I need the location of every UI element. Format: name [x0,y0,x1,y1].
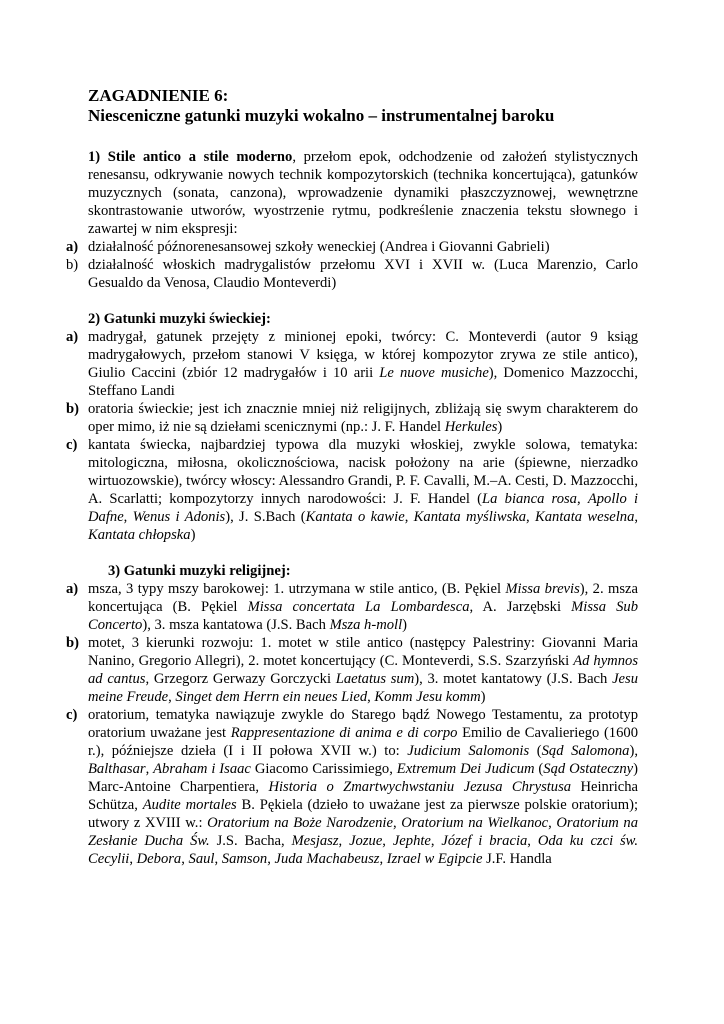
italic-title: Kantata myśliwska [413,509,527,525]
list-item [66,238,638,256]
text-span: , [379,851,387,867]
italic-title: Jozue [349,833,383,849]
text-span: c) [66,707,78,723]
text-span: , [338,833,350,849]
text-span: , [526,509,536,525]
text-span: , [404,509,414,525]
text-span: ) [402,617,408,633]
section-religious-genres [66,562,639,868]
section-1-heading: 1) Stile antico a stile moderno [88,149,293,165]
text-span: , [129,851,137,867]
text-span: ), J. S.Bach ( [225,509,306,525]
text-span: działalność włoskich madrygalistów przełomu XVI i XVII w. (Luca Marenzio, Carlo Gesualdo da Venosa, Claudio Monteverdi) [88,257,638,291]
text-span: madrygał, gatunek przejęty z minionej epoki, twórcy: C. Monteverdi (autor 9 ksiąg madrygałowych, przełom stanowi V księga, w której kompozytor zrywa ze stile antico), Giulio Caccini (zbiór 12 madrygałów i 10 arii [88,329,638,381]
text-span: ), [629,743,638,759]
text-span: Heinricha Schütza, [88,779,639,813]
italic-title: La bianca rosa [482,491,577,507]
list-item-oratorio [66,706,639,868]
italic-title: Le nuove musiche [379,365,489,381]
italic-title: Sąd Salomona [541,743,630,759]
italic-title: Rappresentazione di anima e di corpo [230,725,458,741]
text-span: b) [66,635,79,651]
text-span: , [145,761,154,777]
italic-title: Józef i bracia [441,833,528,849]
section-3-list [66,580,639,868]
italic-title: Missa concertata La Lombardesca [247,599,470,615]
text-span: , [392,815,402,831]
italic-title: Ad hymnos ad cantus [88,653,638,687]
text-span: c) [66,437,78,453]
text-span: msza, 3 typy mszy barokowej: 1. utrzymana w stile antico, (B. Pękiel [88,581,506,597]
italic-title: Debora [136,851,182,867]
text-span: ), Domenico Mazzocchi, Steffano Landi [88,365,638,399]
italic-title: Abraham i Isaac [153,761,251,777]
text-span: ( [534,761,544,777]
italic-title: Singet dem Herrn ein neues Lied [175,689,368,705]
text-span: B. Pękiela (dzieło to uważane jest za pierwsze polskie oratorium); utwory z XVIII w.: [88,797,639,831]
italic-title: Audite mortales [142,797,237,813]
italic-title: Sąd Ostateczny [543,761,634,777]
text-span: a) [66,581,79,597]
text-span: , [367,689,375,705]
italic-title: Wenus i Adonis [132,509,226,525]
italic-title: Saul [188,851,215,867]
text-span: , przełom epok, odchodzenie od założeń stylistycznych renesansu, odkrywanie nowych technik kompozytorskich (technika koncertująca), gatunków muzycznych (sonata, canzona), wprowadzenie dynamiki płaszczyznowej, wewnętrzne skontrastowanie utworów, wyostrzenie rytmu, podkreślenie znaczenia tekstu słownego i zawartej w nim ekspresji: [88,149,638,237]
text-span: kantata świecka, najbardziej typowa dla muzyki włoskiej, zwykle solowa, tematyka: mitologiczna, miłosna, okolicznościowa, nacisk położony na arie (śpiewne, nierzadko wirtuozowskie), twórcy włoscy: Alessandro Grandi, P. F. Cavalli, M.–A. Cesti, D. Mazzocchi, A. Scarlatti; kompozytorzy innych narodowości: J. F. Handel ( [88,437,638,507]
text-span: , [548,815,557,831]
text-span: ), 2. msza koncertująca (B. Pękiel [88,581,638,615]
italic-title: Extremum Dei Judicum [396,761,535,777]
text-span: , Grzegorz Gerwazy Gorczycki [145,671,336,687]
title-line-1: ZAGADNIENIE 6: [88,86,229,105]
italic-title: Oratorium na Zesłanie Ducha Św. [88,815,638,849]
text-span: b) [66,401,79,417]
text-span: Giacomo Carissimiego, [250,761,397,777]
italic-title: Samson [221,851,268,867]
italic-title: Kantata o kawie [305,509,405,525]
list-item-secular-cantata [66,436,639,544]
italic-title: Apollo i Dafne [88,491,639,525]
text-span: a) [66,329,79,345]
italic-title: Missa brevis [505,581,580,597]
text-span: , [430,833,442,849]
list-item-motet [66,634,638,706]
italic-title: Oratorium na Boże Narodzenie [207,815,393,831]
text-span: , [168,689,176,705]
text-span: ), 3. msza kantatowa (J.S. Bach [142,617,330,633]
section-secular-genres [66,310,639,544]
text-span: , [214,851,222,867]
italic-title: Laetatus sum [335,671,415,687]
text-span: ) Marc-Antoine Charpentiera, [88,761,638,795]
text-span: ), 3. motet kantatowy (J.S. Bach [414,671,613,687]
text-span: b) [66,257,79,273]
text-span: ) [480,689,486,705]
italic-title: Judicium Salomonis [407,743,530,759]
document-title [88,86,638,126]
text-span: J.S. Bacha, [209,833,292,849]
italic-title: Missa Sub Concerto [88,599,639,633]
text-span: ) [497,419,503,435]
section-3-heading: 3) Gatunki muzyki religijnej: [108,563,291,579]
italic-title: Oratorium na Wielkanoc [401,815,549,831]
italic-title: Msza h-moll [329,617,403,633]
text-span: J.F. Handla [482,851,552,867]
text-span: , [267,851,275,867]
italic-title: Komm Jesu komm [374,689,481,705]
list-item-madrigal [66,328,638,400]
section-2-heading: 2) Gatunki muzyki świeckiej: [88,311,271,327]
text-span: oratoria świeckie; jest ich znacznie mniej niż religijnych, zbliżają się swym charakterem do oper mimo, iż nie są dziełami scenicznymi (np.: J. F. Handel [88,401,638,435]
title-line-2: Niesceniczne gatunki muzyki wokalno – instrumentalnej baroku [88,106,555,125]
italic-title: Izrael w Egipcie [386,851,483,867]
text-span: działalność późnorenesansowej szkoły weneckiej (Andrea i Giovanni Gabrieli) [88,239,550,255]
section-1-list [66,238,638,292]
list-item-mass [66,580,639,634]
italic-title: Juda Machabeusz [274,851,380,867]
text-span: , [527,833,538,849]
text-span: ) [190,527,196,543]
section-stile-antico [66,148,638,292]
italic-title: Historia o Zmartwychwstaniu Jezusa Chrystusa [268,779,572,795]
italic-title: Herkules [444,419,498,435]
italic-title: Kantata chłopska [88,527,191,543]
text-span: , [123,509,133,525]
list-item-secular-oratorio [66,400,638,436]
text-span: motet, 3 kierunki rozwoju: 1. motet w stile antico (następcy Palestriny: Giovanni Maria Nanino, Gregorio Allegri), 2. motet koncertujący (C. Monteverdi, S.S. Szarzyński [88,635,638,669]
section-2-list [66,328,639,544]
text-span: , [382,833,393,849]
text-span: , [576,491,588,507]
list-item [66,256,638,292]
italic-title: Mesjasz [291,833,339,849]
text-span: , [181,851,189,867]
text-span: Emilio de Cavalieriego (1600 r.), późniejsze dzieła (I i II połowa XVII w.) to: [88,725,638,759]
italic-title: Kantata weselna [535,509,635,525]
italic-title: Jephte [392,833,431,849]
text-span: , A. Jarzębski [469,599,572,615]
italic-title: Balthasar [88,761,146,777]
text-span: ( [529,743,542,759]
text-span: a) [66,239,79,255]
text-span: oratorium, tematyka nawiązuje zwykle do Starego bądź Nowego Testamentu, za prototyp oratorium uważane jest [88,707,638,741]
text-span: , [634,509,639,525]
italic-title: Oda ku czci św. Cecylii [88,833,638,867]
italic-title: Jesu meine Freude [88,671,638,705]
section-1-intro [88,148,638,238]
